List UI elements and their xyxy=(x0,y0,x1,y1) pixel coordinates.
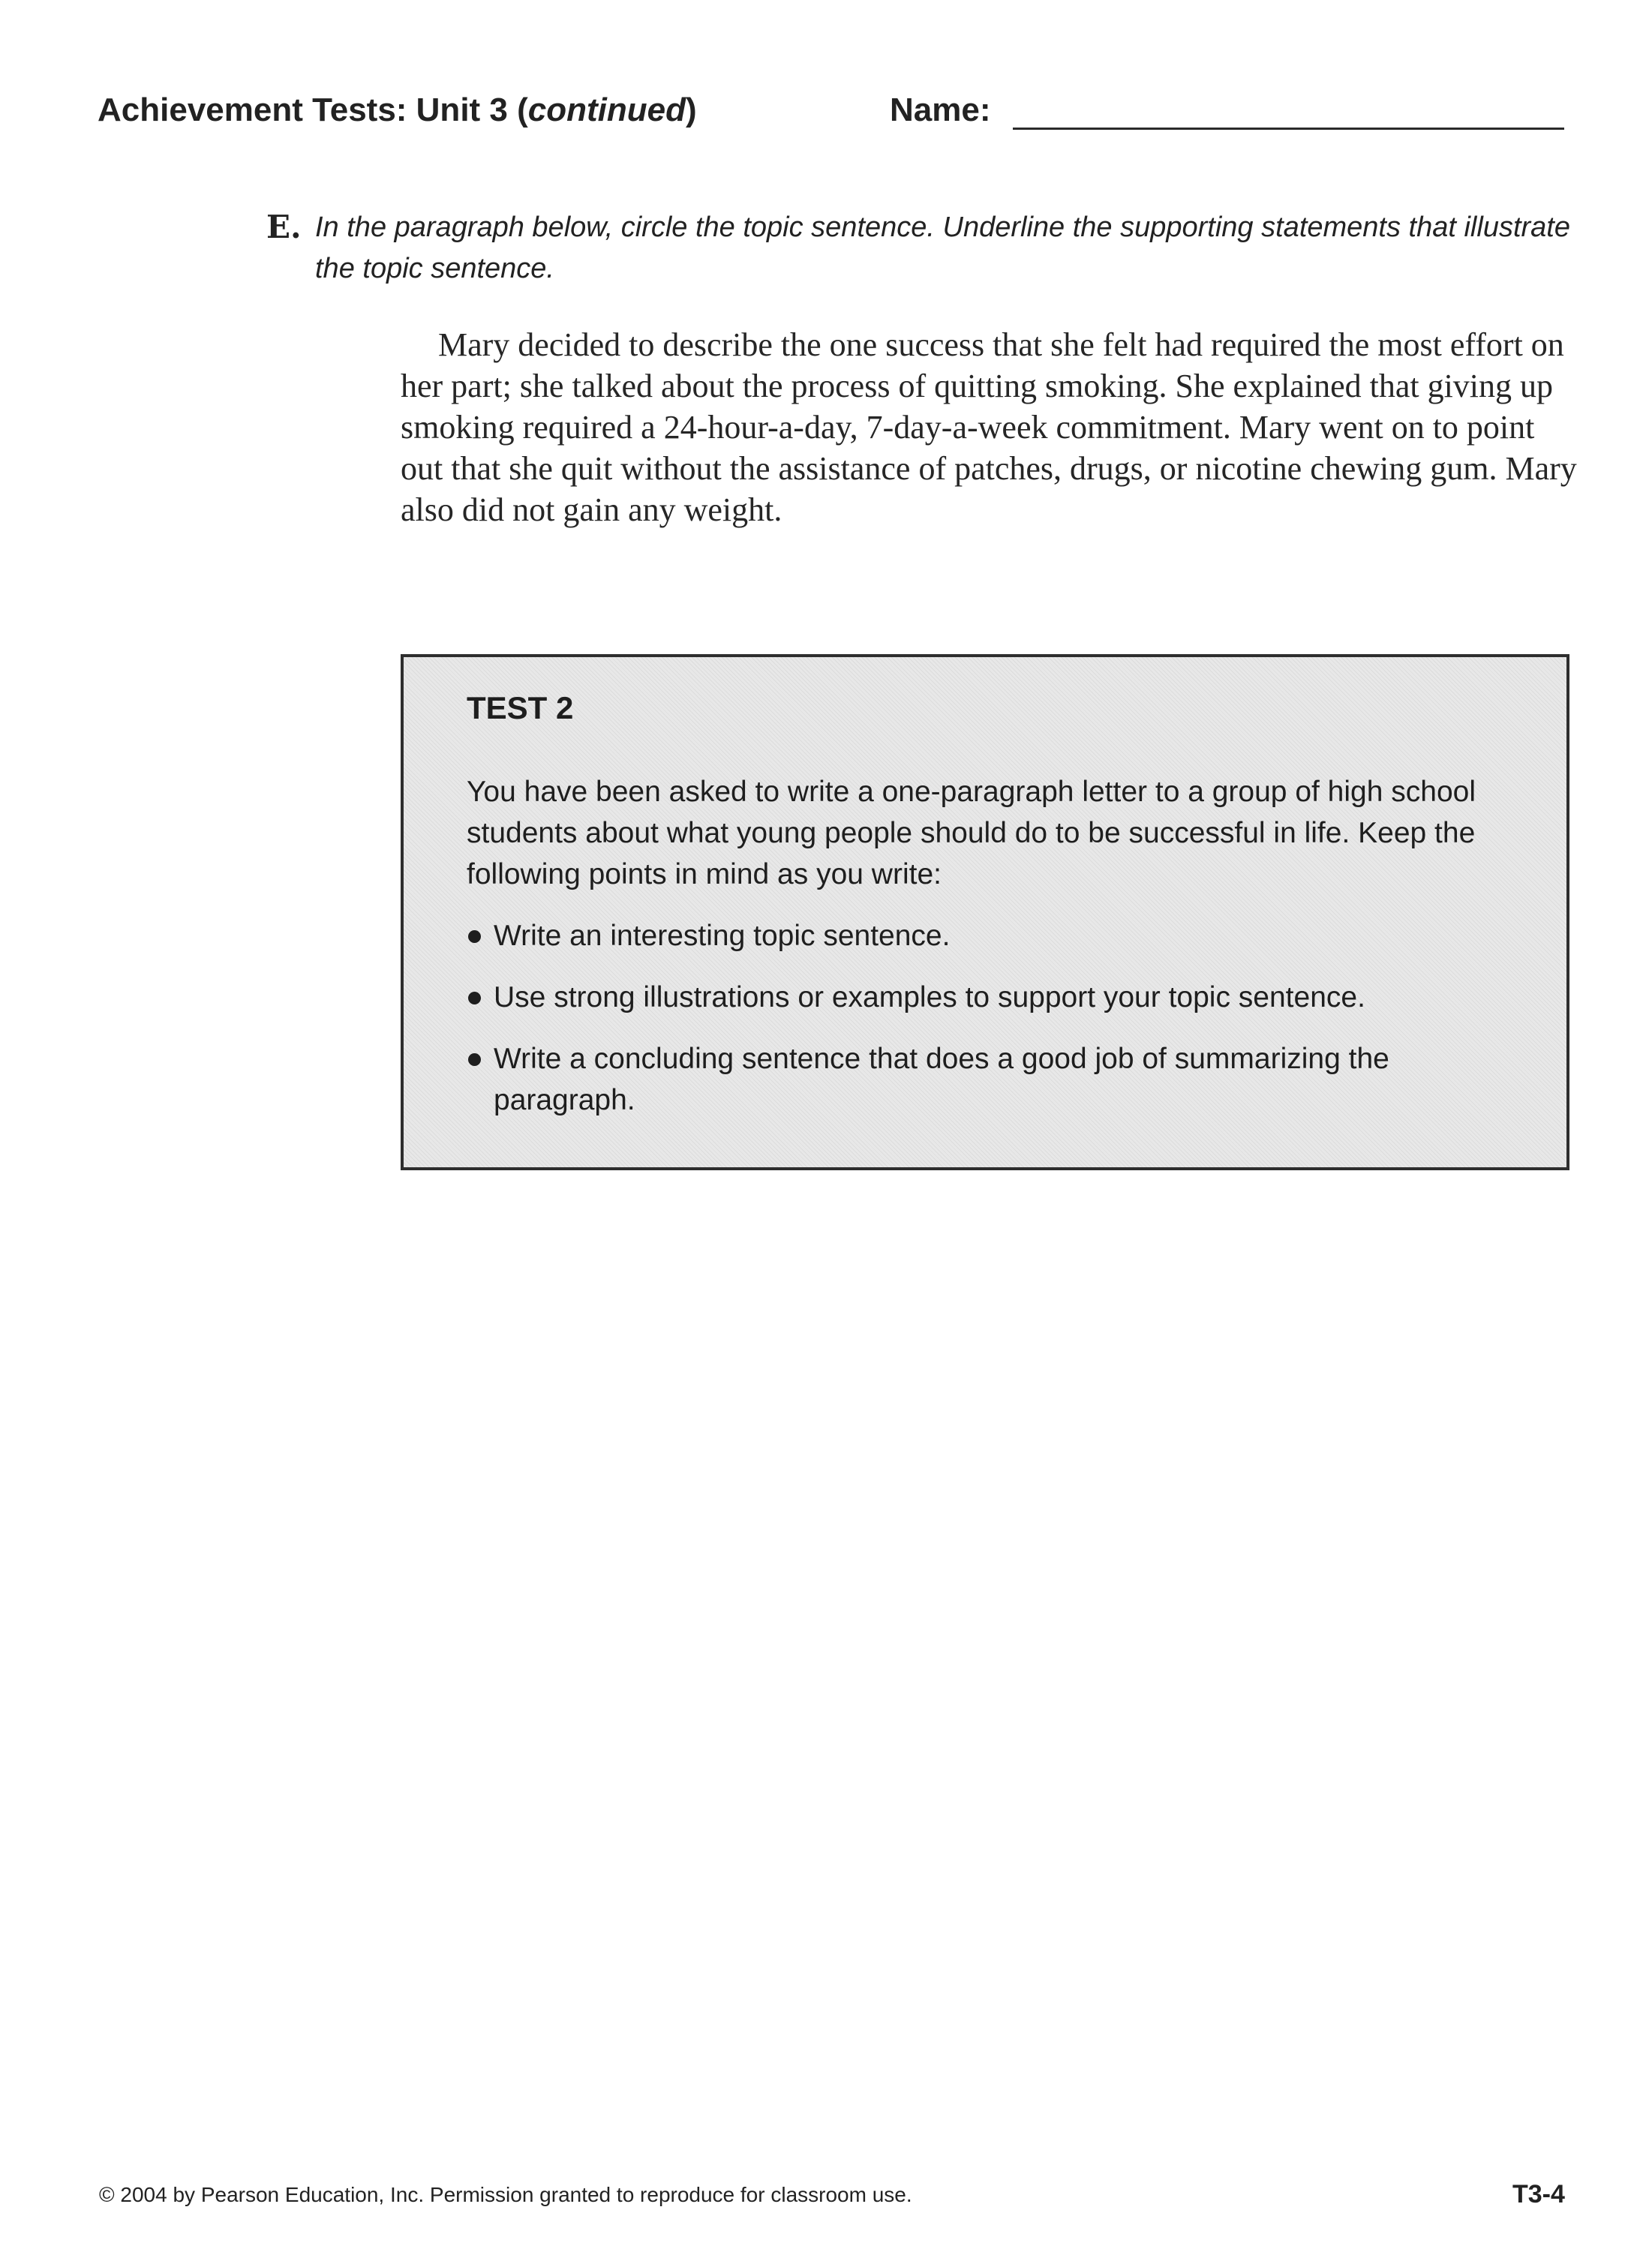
name-blank-line xyxy=(1013,128,1564,130)
bullet-icon xyxy=(468,992,481,1004)
list-item xyxy=(467,915,1532,956)
bullet-icon xyxy=(468,1053,481,1066)
section-letter: E. xyxy=(266,209,302,245)
passage-paragraph: Mary decided to describe the one success that she felt had required the most effort on her part; she talked about the process of quitting smoking. She explained that giving up smoking required a 24-hour-a-day, 7-day-a-week commitment. Mary went on to point out that she quit without the assistance of patches, drugs, or nicotine chewing gum. Mary also did not gain any weight. xyxy=(401,326,1577,528)
name-label: Name: xyxy=(890,92,991,128)
page-number: T3-4 xyxy=(1512,2180,1565,2208)
copyright-notice: © 2004 by Pearson Education, Inc. Permission granted to reproduce for classroom use. xyxy=(99,2183,912,2206)
title-prefix: Achievement Tests: Unit 3 ( xyxy=(98,92,528,128)
bullet-text: Write an interesting topic sentence. xyxy=(494,920,951,952)
test-prompt: You have been asked to write a one-paragraph letter to a group of high school students about what young people should do to be successful in life. Keep the following points in mind as you write: xyxy=(467,776,1476,890)
title-continued: continued xyxy=(527,92,686,128)
bullet-text: Use strong illustrations or examples to support your topic sentence. xyxy=(494,981,1365,1013)
section-instructions: In the paragraph below, circle the topic sentence. Underline the supporting statements that illustrate the topic sentence. xyxy=(315,212,1570,284)
title-suffix: ) xyxy=(685,92,697,128)
list-item xyxy=(467,977,1532,1018)
list-item xyxy=(467,1038,1532,1121)
test-2-box xyxy=(401,654,1569,1170)
bullet-icon xyxy=(468,930,481,943)
page-title xyxy=(98,92,697,129)
bullet-text: Write a concluding sentence that does a good job of summarizing the paragraph. xyxy=(494,1043,1389,1116)
test-bullet-list xyxy=(467,915,1532,1141)
test-title: TEST 2 xyxy=(467,690,574,725)
